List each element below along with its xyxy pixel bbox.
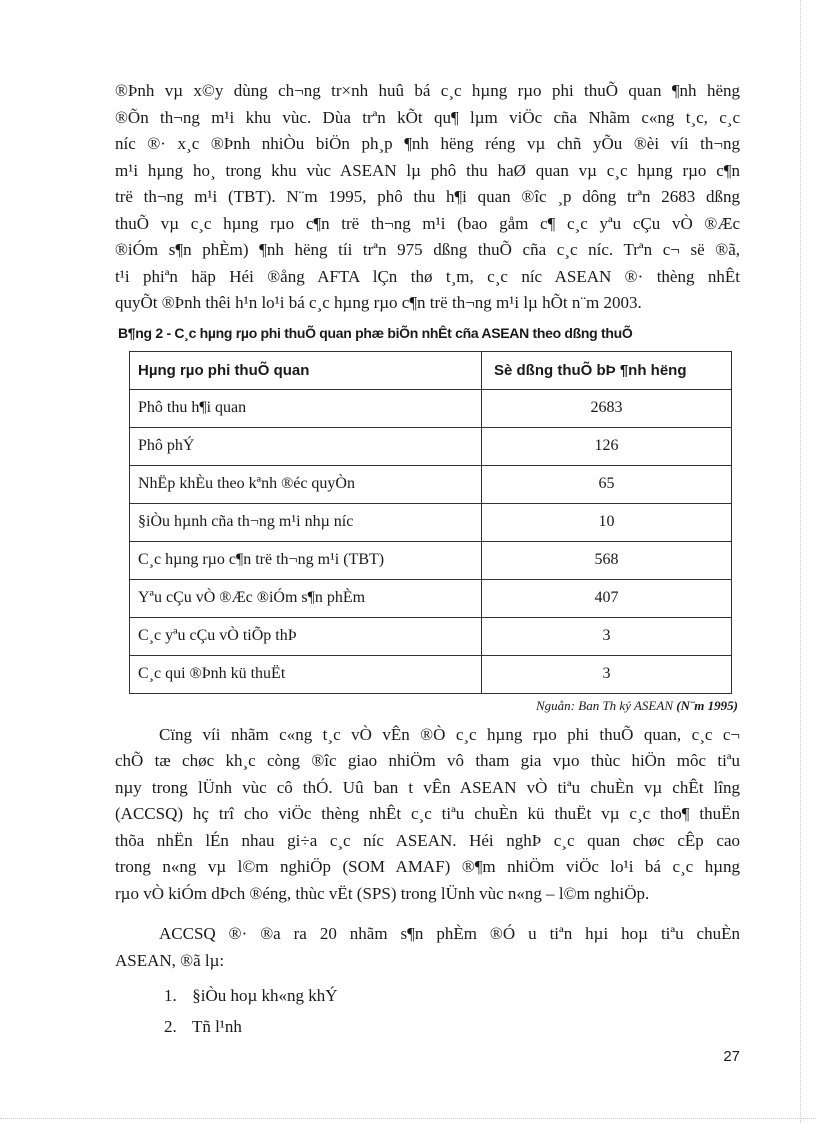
paragraph-1-line: m¹i hµng ho¸ trong khu vùc ASEAN lµ phô thu haØ quan vµ c¸c hµng rµo c¶n (115, 160, 740, 180)
list-item-number: 2. (164, 1017, 177, 1036)
page-border-bottom (0, 1118, 816, 1119)
table-row (130, 427, 732, 465)
table-cell-count: 65 (482, 465, 732, 503)
paragraph-1-line: t¹i phiªn häp Héi ®ång AFTA lÇn thø t¸m, c¸c níc ASEAN ®· thèng nhÊt (115, 266, 740, 286)
paragraph-2-line: trong n«ng vµ l©m nghiÖp (SOM AMAF) ®¶m nhiÖm viÖc lo¹i bá c¸c hµng (115, 857, 740, 876)
table-source-year: (N¨m 1995) (676, 697, 738, 713)
paragraph-2 (115, 722, 740, 908)
paragraph-1-line: ®Õn th¬ng m¹i khu vùc. Dùa trªn kÕt qu¶ lµm viÖc cña Nhãm c«ng t¸c, c¸c (115, 107, 740, 127)
table-cell-count: 10 (482, 503, 732, 541)
paragraph-1-line: ®Þnh vµ x©y dùng ch¬ng tr×nh huû bá c¸c hµng rµo phi thuÕ quan ¶nh hëng (115, 81, 740, 100)
page-content (115, 78, 740, 1042)
paragraph-2-line: chÕ tæ chøc kh¸c còng ®îc giao nhiÖm vô tham gia vµo thùc hiÖn môc tiªu (115, 751, 740, 770)
table-row (130, 541, 732, 579)
page-border-right (800, 0, 801, 1123)
table-cell-barrier: Yªu cÇu vÒ ®Æc ®iÓm s¶n phÈm (130, 579, 482, 617)
table-source-label: Nguån: Ban Th ký ASEAN (536, 697, 673, 713)
paragraph-1-line: níc ®· x¸c ®Þnh nhiÒu biÖn ph¸p ¶nh hëng réng vµ chñ yÕu ®èi víi th¬ng (115, 134, 740, 153)
list-item (164, 1011, 740, 1042)
paragraph-1-line: ®iÓm s¶n phÈm) ¶nh hëng tíi trªn 975 dßng thuÕ cña c¸c níc. Trªn c¬ së ®ã, (115, 240, 740, 259)
list-item-number: 1. (164, 986, 177, 1005)
paragraph-3 (115, 921, 740, 974)
table-caption: B¶ng 2 - C¸c hµng rµo phi thuÕ quan phæ biÕn nhÊt cña ASEAN theo dßng thuÕ (118, 324, 633, 341)
table-cell-barrier: Phô thu h¶i quan (130, 389, 482, 427)
paragraph-2-line: Cïng víi nhãm c«ng t¸c vÒ vÊn ®Ò c¸c hµng rµo phi thuÕ quan, c¸c c¬ (159, 724, 740, 744)
table-cell-count: 3 (482, 617, 732, 655)
page-number: 27 (723, 1048, 740, 1065)
paragraph-2-line: rµo vÒ kiÓm dÞch ®éng, thùc vËt (SPS) trong lÜnh vùc n«ng – l©m nghiÖp. (115, 883, 650, 903)
table-row (130, 579, 732, 617)
table-row (130, 617, 732, 655)
table-cell-count: 126 (482, 427, 732, 465)
spacer (115, 714, 740, 722)
table-row (130, 465, 732, 503)
table-cell-barrier: C¸c yªu cÇu vÒ tiÕp thÞ (130, 617, 482, 655)
paragraph-2-line: (ACCSQ) hç trî cho viÖc thèng nhÊt c¸c tiªu chuÈn kü thuËt vµ c¸c tho¶ thuËn (115, 804, 740, 823)
paragraph-1 (115, 78, 740, 317)
table-cell-barrier: C¸c hµng rµo c¶n trë th¬ng m¹i (TBT) (130, 541, 482, 579)
table-cell-count: 407 (482, 579, 732, 617)
table-cell-count: 3 (482, 655, 732, 693)
paragraph-1-line: thuÕ vµ c¸c hµng rµo c¶n trë th¬ng m¹i (bao gåm c¶ c¸c yªu cÇu vÒ ®Æc (115, 213, 740, 233)
table-header-row (130, 351, 732, 389)
table-source-note (115, 698, 738, 714)
table-cell-barrier: Phô phÝ (130, 427, 482, 465)
table-header-tariff-lines: Sè dßng thuÕ bÞ ¶nh hëng (482, 351, 732, 389)
paragraph-1-line: trë th¬ng m¹i (TBT). N¨m 1995, phô thu h¶i quan ®îc ¸p dông trªn 2683 dßng (115, 187, 740, 206)
table-row (130, 389, 732, 427)
table-cell-count: 2683 (482, 389, 732, 427)
data-table (129, 351, 732, 694)
paragraph-3-line: ASEAN, ®ã lµ: (115, 950, 225, 970)
list-item-text: Tñ l¹nh (191, 1017, 242, 1036)
table-cell-barrier: C¸c qui ®Þnh kü thuËt (130, 655, 482, 693)
table-cell-count: 568 (482, 541, 732, 579)
product-list (164, 980, 740, 1042)
table-header-barrier: Hµng rµo phi thuÕ quan (130, 351, 482, 389)
paragraph-1-line: quyÕt ®Þnh thêi h¹n lo¹i bá c¸c hµng rµo c¶n trë th¬ng m¹i lµ hÕt n¨m 2003. (115, 293, 642, 312)
list-item (164, 980, 740, 1011)
paragraph-3-line: ACCSQ ®· ®a ra 20 nhãm s¶n phÈm ®Ó u tiªn hµi hoµ tiªu chuÈn (159, 924, 740, 943)
paragraph-2-line: thõa nhËn lÉn nhau gi÷a c¸c níc ASEAN. Héi nghÞ c¸c quan chøc cÊp cao (115, 830, 740, 850)
paragraph-2-line: nµy trong lÜnh vùc cô thÓ. Uû ban t vÊn ASEAN vÒ tiªu chuÈn vµ chÊt lîng (115, 777, 740, 797)
list-item-text: §iÒu hoµ kh«ng khÝ (192, 986, 338, 1005)
table-row (130, 655, 732, 693)
spacer (115, 907, 740, 921)
table-row (130, 503, 732, 541)
table-cell-barrier: NhËp khÈu theo kªnh ®éc quyÒn (130, 465, 482, 503)
table-cell-barrier: §iÒu hµnh cña th¬ng m¹i nhµ níc (130, 503, 482, 541)
